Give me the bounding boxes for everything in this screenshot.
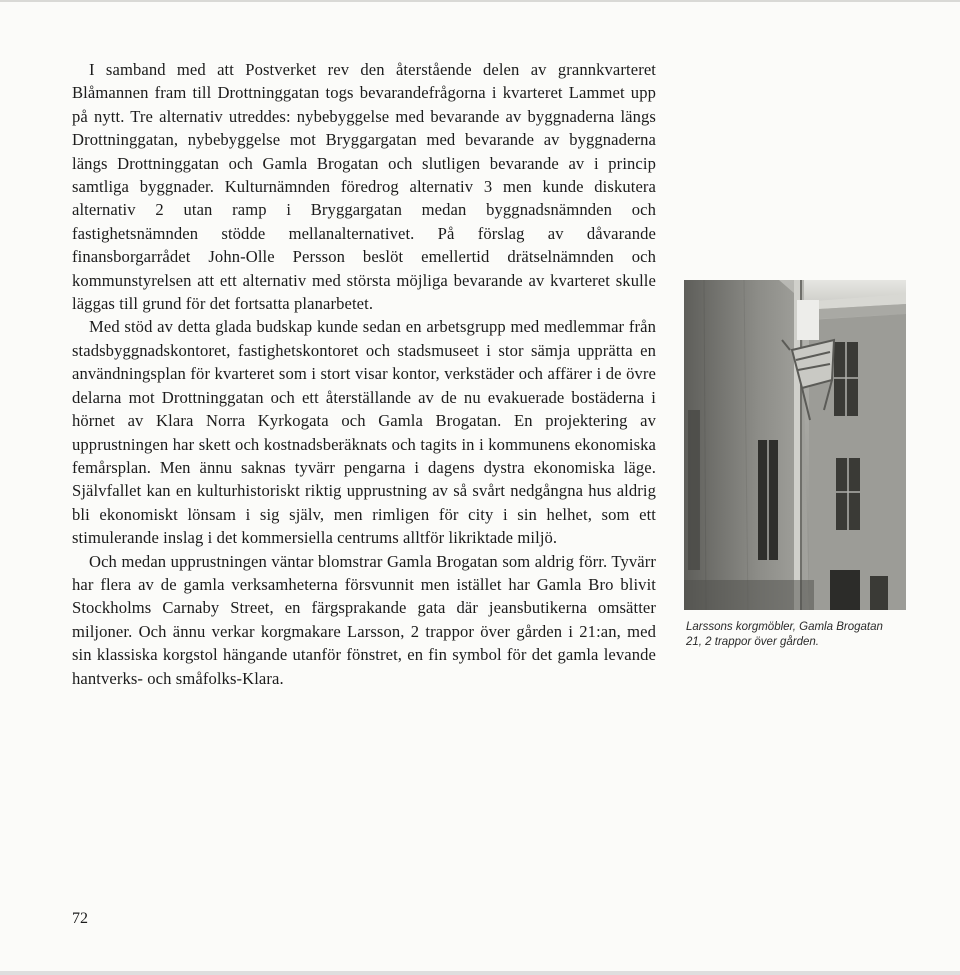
bottom-edge-rule [0,971,960,975]
caption-line-1: Larssons korgmöbler, Gamla Brogatan [686,621,883,633]
top-edge-rule [0,0,960,2]
caption-line-2: 21, 2 trappor över gården. [686,636,819,648]
article-body [72,58,656,690]
paragraph-3: Och medan upprustningen väntar blomstrar Gamla Brogatan som aldrig förr. Tyvärr har flera av de gamla verksamheterna försvunnit men istället har Gamla Bro blivit Stockholms Carnaby Street, en färgsprakande gata där jeansbutikerna omsätter miljoner. Och ännu verkar korgmakare Larsson, 2 trappor över gården i 21:an, med sin klassiska korgstol hängande utanför fönstret, en fin symbol för det gamla levande hantverks- och småfolks-Klara. [72,551,656,688]
paragraph-2: Med stöd av detta glada budskap kunde sedan en arbetsgrupp med medlemmar från stadsbyggnadskontoret, fastighetskontoret och stadsmuseet i stor sämja upprätta en användningsplan för kvarteret som i stort visar kontor, verkstäder och affärer i de övre delarna mot Drottninggatan och ett återställande av de nu evakuerade bostäderna i hörnet av Klara Norra Kyrkogata och Gamla Brogatan. En projektering av upprustningen har skett och kostnadsberäknats och tagits in i kommunens ekonomiska femårsplan. Men ännu saknas tyvärr pengarna i dagens dystra ekonomiska läge. Självfallet kan en kulturhistoriskt riktig upprustning av så svårt nedgångna hus aldrig bli ekonomiskt lönsam i sig själv, men rimligen för city i sin helhet, som ett stimulerande inslag i det kommersiella centrums alltför likriktade miljö. [72,317,656,548]
page-number: 72 [72,910,88,927]
photo-caption [686,620,926,650]
courtyard-photo [684,280,906,610]
paragraph-1: I samband med att Postverket rev den återstående delen av grannkvarteret Blåmannen fram till Drottninggatan togs bevarandefrågorna i kvarteret Lammet upp på nytt. Tre alternativ utreddes: nybebyggelse med bevarande av byggnaderna längs Drottninggatan, nybebyggelse mot Bryggargatan med bevarande av byggnaderna längs Drottninggatan och Gamla Brogatan och slutligen bevarande av i princip samtliga byggnader. Kulturnämnden föredrog alternativ 3 men kunde diskutera alternativ 2 utan ramp i Bryggargatan medan byggnadsnämnden och fastighetsnämnden stödde mellanalternativet. På förslag av dåvarande finansborgarrådet John-Olle Persson beslöt emellertid drätselnämnden och kommunstyrelsen att ett alternativ med största möjliga bevarande av kvarteret skulle läggas till grund för det fortsatta planarbetet. [72,60,656,314]
